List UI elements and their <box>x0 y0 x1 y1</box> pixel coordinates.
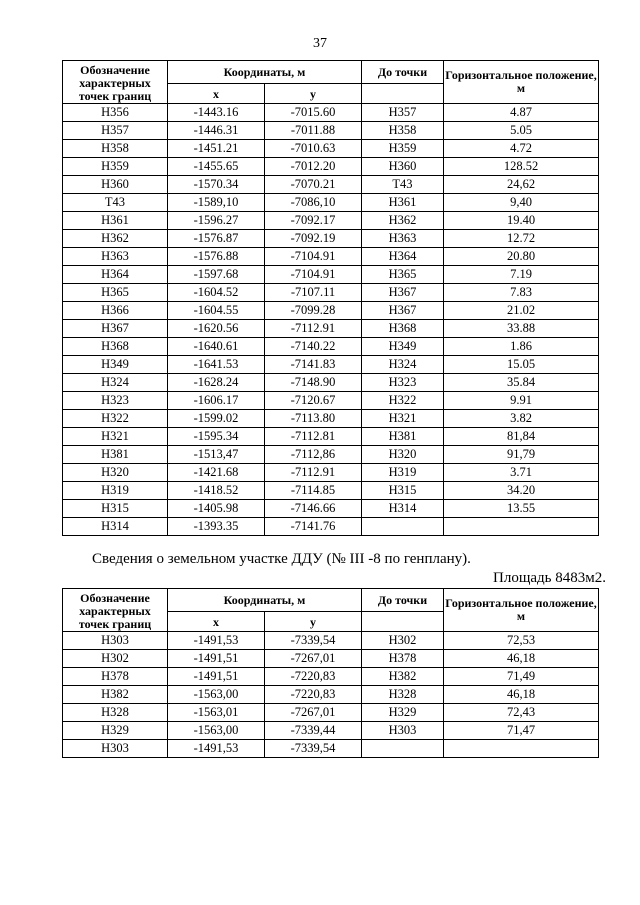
x-cell: -1418.52 <box>168 482 265 500</box>
point-name-cell: Н356 <box>63 104 168 122</box>
to-point-cell: Н329 <box>362 704 444 722</box>
to-point-cell: Н322 <box>362 392 444 410</box>
distance-cell: 3.71 <box>444 464 599 482</box>
x-cell: -1596.27 <box>168 212 265 230</box>
distance-cell: 7.83 <box>444 284 599 302</box>
y-cell: -7104.91 <box>265 248 362 266</box>
table-row <box>63 194 599 212</box>
point-name-cell: Н315 <box>63 500 168 518</box>
to-point-cell: Н368 <box>362 320 444 338</box>
y-cell: -7120.67 <box>265 392 362 410</box>
table-row <box>63 302 599 320</box>
distance-cell: 20.80 <box>444 248 599 266</box>
distance-cell: 72,43 <box>444 704 599 722</box>
y-cell: -7070.21 <box>265 176 362 194</box>
x-cell: -1491,53 <box>168 632 265 650</box>
table-row <box>63 266 599 284</box>
table-row <box>63 668 599 686</box>
table-row <box>63 338 599 356</box>
table-row <box>63 176 599 194</box>
point-name-cell: Н329 <box>63 722 168 740</box>
to-point-cell: Н361 <box>362 194 444 212</box>
y-cell: -7112.81 <box>265 428 362 446</box>
distance-cell <box>444 518 599 536</box>
x-cell: -1491,51 <box>168 650 265 668</box>
point-name-cell: Т43 <box>63 194 168 212</box>
header-y: y <box>265 612 362 632</box>
y-cell: -7267,01 <box>265 650 362 668</box>
point-name-cell: Н368 <box>63 338 168 356</box>
point-name-cell: Н322 <box>63 410 168 428</box>
y-cell: -7086,10 <box>265 194 362 212</box>
to-point-cell: Т43 <box>362 176 444 194</box>
x-cell: -1451.21 <box>168 140 265 158</box>
distance-cell: 13.55 <box>444 500 599 518</box>
table-row <box>63 122 599 140</box>
header-point-name: Обозначение характерных точек границ <box>63 61 168 104</box>
header-distance: Горизонтальное положение, м <box>444 61 599 104</box>
table-row <box>63 686 599 704</box>
distance-cell: 1.86 <box>444 338 599 356</box>
y-cell: -7112.91 <box>265 464 362 482</box>
x-cell: -1393.35 <box>168 518 265 536</box>
to-point-cell: Н359 <box>362 140 444 158</box>
header-to-point-blank <box>362 612 444 632</box>
y-cell: -7114.85 <box>265 482 362 500</box>
coordinates-table-2 <box>62 588 599 758</box>
distance-cell: 21.02 <box>444 302 599 320</box>
point-name-cell: Н314 <box>63 518 168 536</box>
point-name-cell: Н358 <box>63 140 168 158</box>
distance-cell: 35.84 <box>444 374 599 392</box>
to-point-cell: Н320 <box>362 446 444 464</box>
header-coordinates: Координаты, м <box>168 61 362 84</box>
y-cell: -7015.60 <box>265 104 362 122</box>
table-row <box>63 356 599 374</box>
to-point-cell: Н358 <box>362 122 444 140</box>
to-point-cell <box>362 518 444 536</box>
table-row <box>63 392 599 410</box>
table-row <box>63 650 599 668</box>
y-cell: -7140.22 <box>265 338 362 356</box>
table-row <box>63 500 599 518</box>
distance-cell: 34.20 <box>444 482 599 500</box>
table-row <box>63 446 599 464</box>
table-row <box>63 482 599 500</box>
point-name-cell: Н324 <box>63 374 168 392</box>
to-point-cell: Н365 <box>362 266 444 284</box>
y-cell: -7010.63 <box>265 140 362 158</box>
point-name-cell: Н303 <box>63 740 168 758</box>
point-name-cell: Н361 <box>63 212 168 230</box>
distance-cell: 128.52 <box>444 158 599 176</box>
y-cell: -7141.83 <box>265 356 362 374</box>
point-name-cell: Н359 <box>63 158 168 176</box>
x-cell: -1597.68 <box>168 266 265 284</box>
page-number: 37 <box>313 36 327 51</box>
distance-cell: 71,49 <box>444 668 599 686</box>
header-y: y <box>265 84 362 104</box>
point-name-cell: Н323 <box>63 392 168 410</box>
x-cell: -1599.02 <box>168 410 265 428</box>
point-name-cell: Н381 <box>63 446 168 464</box>
y-cell: -7104.91 <box>265 266 362 284</box>
table-row <box>63 230 599 248</box>
table-row <box>63 632 599 650</box>
y-cell: -7099.28 <box>265 302 362 320</box>
x-cell: -1576.87 <box>168 230 265 248</box>
to-point-cell: Н367 <box>362 302 444 320</box>
point-name-cell: Н302 <box>63 650 168 668</box>
y-cell: -7339,54 <box>265 740 362 758</box>
distance-cell: 4.72 <box>444 140 599 158</box>
header-point-name: Обозначение характерных точек границ <box>63 589 168 632</box>
x-cell: -1570.34 <box>168 176 265 194</box>
distance-cell: 71,47 <box>444 722 599 740</box>
table-1-body <box>63 104 599 536</box>
x-cell: -1563,01 <box>168 704 265 722</box>
y-cell: -7148.90 <box>265 374 362 392</box>
distance-cell: 46,18 <box>444 686 599 704</box>
to-point-cell: Н302 <box>362 632 444 650</box>
x-cell: -1576.88 <box>168 248 265 266</box>
point-name-cell: Н364 <box>63 266 168 284</box>
to-point-cell <box>362 740 444 758</box>
distance-cell: 24,62 <box>444 176 599 194</box>
table-row <box>63 140 599 158</box>
y-cell: -7113.80 <box>265 410 362 428</box>
section-title: Сведения о земельном участке ДДУ (№ III -8 по генплану). <box>92 551 471 567</box>
point-name-cell: Н363 <box>63 248 168 266</box>
point-name-cell: Н362 <box>63 230 168 248</box>
y-cell: -7092.19 <box>265 230 362 248</box>
y-cell: -7092.17 <box>265 212 362 230</box>
to-point-cell: Н349 <box>362 338 444 356</box>
to-point-cell: Н315 <box>362 482 444 500</box>
table-row <box>63 428 599 446</box>
y-cell: -7220,83 <box>265 686 362 704</box>
x-cell: -1563,00 <box>168 686 265 704</box>
x-cell: -1563,00 <box>168 722 265 740</box>
x-cell: -1595.34 <box>168 428 265 446</box>
y-cell: -7146.66 <box>265 500 362 518</box>
x-cell: -1446.31 <box>168 122 265 140</box>
table-row <box>63 464 599 482</box>
point-name-cell: Н366 <box>63 302 168 320</box>
header-x: x <box>168 84 265 104</box>
to-point-cell: Н314 <box>362 500 444 518</box>
point-name-cell: Н319 <box>63 482 168 500</box>
x-cell: -1443.16 <box>168 104 265 122</box>
y-cell: -7267,01 <box>265 704 362 722</box>
header-distance: Горизонтальное положение, м <box>444 589 599 632</box>
y-cell: -7220,83 <box>265 668 362 686</box>
point-name-cell: Н360 <box>63 176 168 194</box>
table-row <box>63 518 599 536</box>
y-cell: -7112,86 <box>265 446 362 464</box>
header-to-point-blank <box>362 84 444 104</box>
x-cell: -1491,51 <box>168 668 265 686</box>
to-point-cell: Н357 <box>362 104 444 122</box>
distance-cell: 46,18 <box>444 650 599 668</box>
to-point-cell: Н303 <box>362 722 444 740</box>
table-row <box>63 212 599 230</box>
x-cell: -1421.68 <box>168 464 265 482</box>
distance-cell: 81,84 <box>444 428 599 446</box>
point-name-cell: Н320 <box>63 464 168 482</box>
y-cell: -7339,54 <box>265 632 362 650</box>
table-row <box>63 374 599 392</box>
distance-cell: 91,79 <box>444 446 599 464</box>
to-point-cell: Н363 <box>362 230 444 248</box>
table-row <box>63 320 599 338</box>
distance-cell: 15.05 <box>444 356 599 374</box>
to-point-cell: Н319 <box>362 464 444 482</box>
point-name-cell: Н378 <box>63 668 168 686</box>
to-point-cell: Н324 <box>362 356 444 374</box>
table-row <box>63 104 599 122</box>
distance-cell: 7.19 <box>444 266 599 284</box>
distance-cell: 12.72 <box>444 230 599 248</box>
header-coordinates: Координаты, м <box>168 589 362 612</box>
distance-cell: 4.87 <box>444 104 599 122</box>
to-point-cell: Н382 <box>362 668 444 686</box>
x-cell: -1604.52 <box>168 284 265 302</box>
to-point-cell: Н364 <box>362 248 444 266</box>
to-point-cell: Н367 <box>362 284 444 302</box>
y-cell: -7107.11 <box>265 284 362 302</box>
y-cell: -7112.91 <box>265 320 362 338</box>
y-cell: -7011.88 <box>265 122 362 140</box>
distance-cell: 72,53 <box>444 632 599 650</box>
x-cell: -1589,10 <box>168 194 265 212</box>
point-name-cell: Н321 <box>63 428 168 446</box>
to-point-cell: Н360 <box>362 158 444 176</box>
point-name-cell: Н357 <box>63 122 168 140</box>
to-point-cell: Н323 <box>362 374 444 392</box>
to-point-cell: Н378 <box>362 650 444 668</box>
distance-cell: 19.40 <box>444 212 599 230</box>
distance-cell: 3.82 <box>444 410 599 428</box>
header-to-point: До точки <box>362 589 444 612</box>
to-point-cell: Н362 <box>362 212 444 230</box>
point-name-cell: Н328 <box>63 704 168 722</box>
header-x: x <box>168 612 265 632</box>
y-cell: -7339,44 <box>265 722 362 740</box>
x-cell: -1620.56 <box>168 320 265 338</box>
x-cell: -1604.55 <box>168 302 265 320</box>
table-2-body <box>63 632 599 758</box>
table-row <box>63 740 599 758</box>
x-cell: -1606.17 <box>168 392 265 410</box>
distance-cell: 5.05 <box>444 122 599 140</box>
table-row <box>63 248 599 266</box>
distance-cell: 33.88 <box>444 320 599 338</box>
point-name-cell: Н349 <box>63 356 168 374</box>
distance-cell <box>444 740 599 758</box>
point-name-cell: Н365 <box>63 284 168 302</box>
x-cell: -1491,53 <box>168 740 265 758</box>
table-row <box>63 410 599 428</box>
y-cell: -7012.20 <box>265 158 362 176</box>
to-point-cell: Н381 <box>362 428 444 446</box>
to-point-cell: Н321 <box>362 410 444 428</box>
point-name-cell: Н367 <box>63 320 168 338</box>
point-name-cell: Н382 <box>63 686 168 704</box>
header-to-point: До точки <box>362 61 444 84</box>
table-row <box>63 284 599 302</box>
distance-cell: 9.91 <box>444 392 599 410</box>
coordinates-table-1 <box>62 60 599 536</box>
to-point-cell: Н328 <box>362 686 444 704</box>
point-name-cell: Н303 <box>63 632 168 650</box>
table-row <box>63 158 599 176</box>
x-cell: -1513,47 <box>168 446 265 464</box>
x-cell: -1405.98 <box>168 500 265 518</box>
y-cell: -7141.76 <box>265 518 362 536</box>
distance-cell: 9,40 <box>444 194 599 212</box>
x-cell: -1641.53 <box>168 356 265 374</box>
area-label: Площадь 8483м2. <box>493 570 606 586</box>
table-row <box>63 722 599 740</box>
x-cell: -1640.61 <box>168 338 265 356</box>
table-row <box>63 704 599 722</box>
x-cell: -1628.24 <box>168 374 265 392</box>
x-cell: -1455.65 <box>168 158 265 176</box>
